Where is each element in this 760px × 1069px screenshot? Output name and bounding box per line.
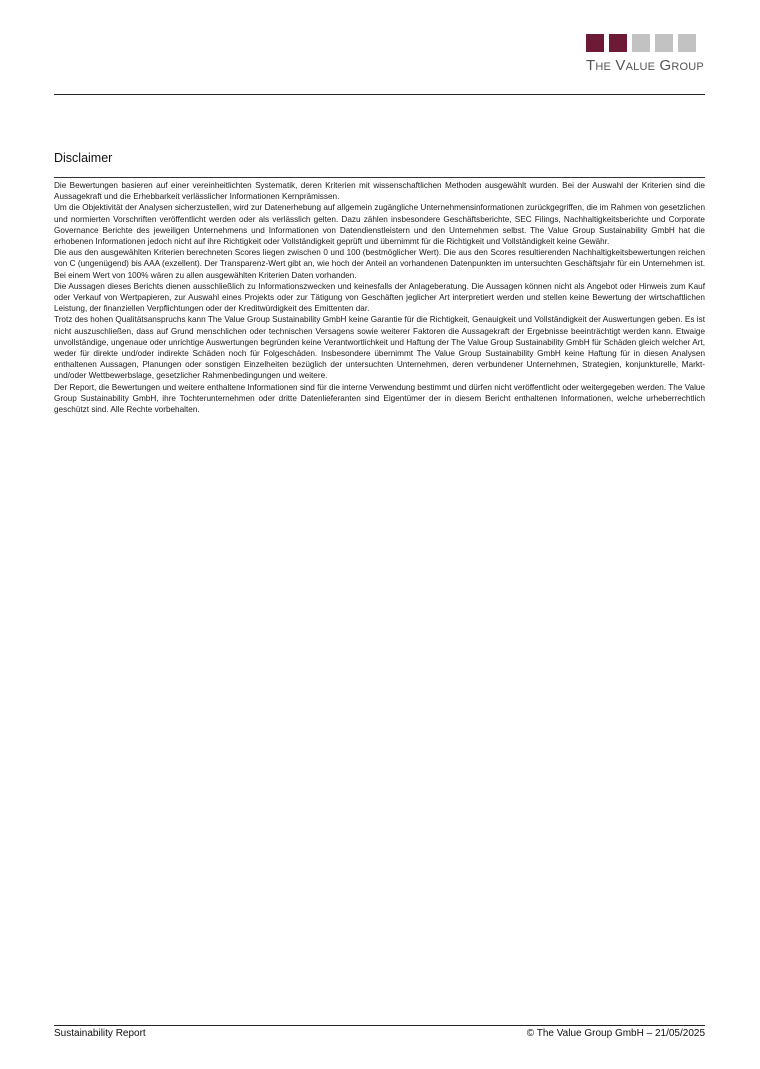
disclaimer-paragraph: Die Aussagen dieses Berichts dienen ausschließlich zu Informationszwecken und keinesfalls der Anlageberatung. Die Aussagen können nicht als Angebot oder Hinweis zum Kauf oder Verkauf von Wertpapieren, zur Auswahl eines Projekts oder zur Tätigung von Geschäften jeglicher Art interpretiert werden und stellen keine Bewertung der wirtschaftlichen Leistung, der finanziellen Verpflichtungen oder der Kreditwürdigkeit des Emittenten dar. [54, 281, 705, 314]
logo-square [655, 34, 673, 52]
logo-square [609, 34, 627, 52]
disclaimer-paragraph: Trotz des hohen Qualitätsanspruchs kann The Value Group Sustainability GmbH keine Garantie für die Richtigkeit, Genauigkeit und Vollständigkeit der Auswertungen geben. Es ist nicht auszuschließen, dass auf Grund menschlichen oder technischen Versagens sowie weiterer Faktoren die Aussagekraft der Ergebnisse beeinträchtigt werden kann. Etwaige unvollständige, ungenaue oder unrichtige Auswertungen begründen keine Verantwortlichkeit und Haftung der The Value Group Sustainability GmbH für Schäden gleich welcher Art, weder für direkte und/oder indirekte Schäden noch für Folgeschäden. Insbesondere übernimmt The Value Group Sustainability GmbH keine Haftung für in diesen Analysen enthaltenen Aussagen, Planungen oder sonstigen Einzelheiten bezüglich der untersuchten Unternehmen, deren verbundener Unternehmen, Strategien, konjunkturelle, Markt- und/oder Wettbewerbslage, gesetzlicher Rahmenbedingungen und weitere. [54, 315, 705, 381]
disclaimer-paragraph: Um die Objektivität der Analysen sicherzustellen, wird zur Datenerhebung auf allgemein zugängliche Unternehmensinformationen zurückgegriffen, die im Rahmen von gesetzlichen und normierten Vorschriften veröffentlicht werden oder als verlässlich gelten. Dazu zählen insbesondere Geschäftsberichte, SEC Filings, Nachhaltigkeitsberichte und Corporate Governance Berichte des jeweiligen Unternehmens und Informationen von Datendienstleistern und den Unternehmen selbst. The Value Group Sustainability GmbH hat die erhobenen Informationen jedoch nicht auf ihre Richtigkeit oder Vollständigkeit geprüft und übernimmt für die Richtigkeit und Vollständigkeit keine Gewähr. [54, 203, 705, 247]
brand-name: The Value Group [586, 57, 704, 74]
logo-square [678, 34, 696, 52]
section-divider [54, 177, 705, 178]
disclaimer-body [54, 180, 705, 415]
footer-copyright: © The Value Group GmbH – 21/05/2025 [526, 1028, 705, 1039]
disclaimer-paragraph: Der Report, die Bewertungen und weitere enthaltene Informationen sind für die interne Verwendung bestimmt und dürfen nicht veröffentlicht oder weitergegeben werden. The Value Group Sustainability GmbH, ihre Tochterunternehmen oder dritte Datenlieferanten sind Eigentümer der in diesem Bericht enthaltenen Informationen, welche urheberrechtlich geschützt sind. Alle Rechte vorbehalten. [54, 382, 705, 415]
disclaimer-paragraph: Die aus den ausgewählten Kriterien berechneten Scores liegen zwischen 0 und 100 (bestmöglicher Wert). Die aus den Scores resultierenden Nachhaltigkeitsbewertungen reichen von C (ungenügend) bis AAA (exzellent). Der Transparenz-Wert gibt an, wie hoch der Anteil an vorhandenen Datenpunkten im untersuchten Geschäftsjahr für ein Unternehmen ist. Bei einem Wert von 100% wären zu allen ausgewählten Kriterien Daten vorhanden. [54, 248, 705, 280]
logo-square [632, 34, 650, 52]
logo-square [586, 34, 604, 52]
disclaimer-paragraph: Die Bewertungen basieren auf einer vereinheitlichten Systematik, deren Kriterien mit wissenschaftlichen Methoden ausgewählt wurden. Bei der Auswahl der Kriterien sind die Aussagekraft und die Erhebbarkeit verlässlicher Informationen Kernprämissen. [54, 181, 705, 202]
header-divider [54, 94, 705, 95]
section-title: Disclaimer [54, 151, 113, 165]
logo-squares [586, 34, 698, 52]
page-footer [54, 1028, 705, 1039]
company-logo [586, 34, 704, 74]
footer-divider [54, 1025, 705, 1026]
footer-report-title: Sustainability Report [54, 1028, 146, 1039]
